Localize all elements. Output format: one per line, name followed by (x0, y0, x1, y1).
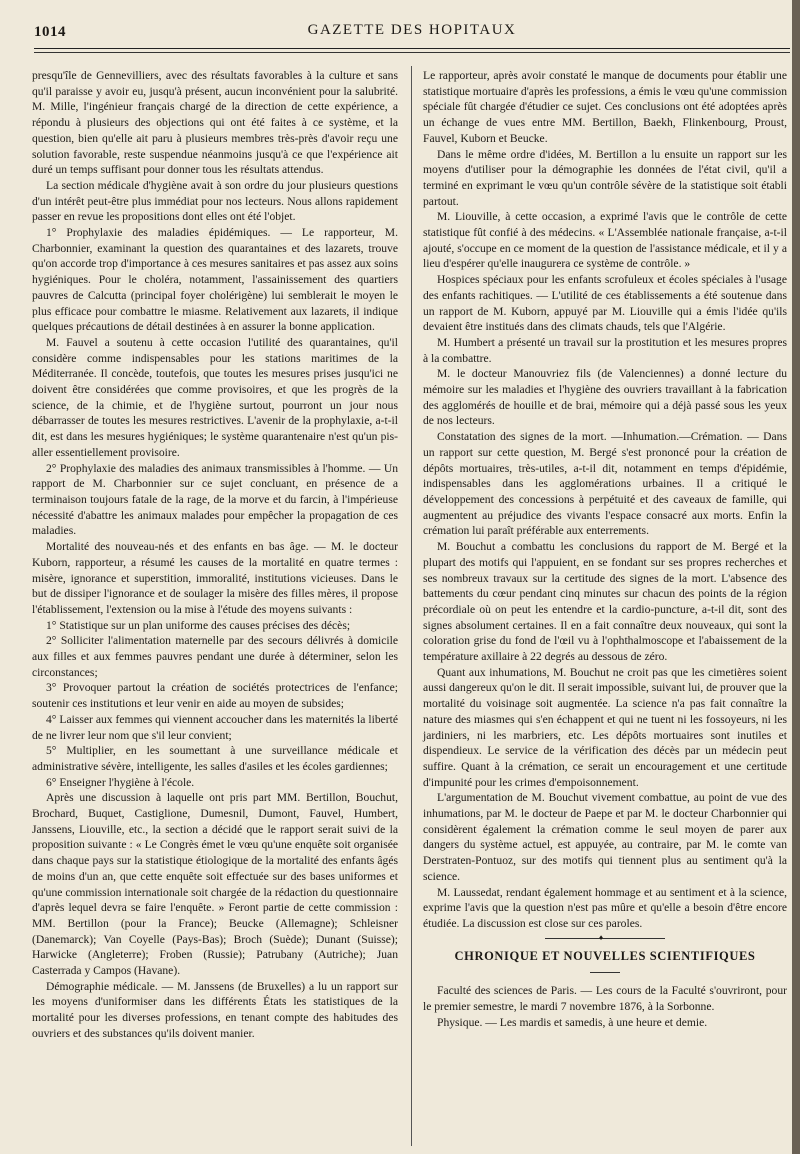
list-item: 2° Solliciter l'alimentation maternelle par des secours délivrés à domicile aux filles et aux femmes pauvres pendant une durée à déterminer, selon les circonstances; (32, 634, 398, 679)
header-rule (34, 48, 790, 49)
left-column (32, 68, 398, 1042)
list-item: 5° Multiplier, en les soumettant à une surveillance médicale et administrative sévère, intelligente, les salles d'asiles et les écoles gardiennes; (32, 744, 398, 773)
paragraph: La section médicale d'hygiène avait à son ordre du jour plusieurs questions d'un intérêt peut-être plus immédiat pour nos lecteurs. Nous allons rapidement passer en revue les propositions dont elles ont été l'objet. (32, 178, 398, 224)
heading-rule (590, 972, 620, 973)
column-divider (411, 66, 412, 1146)
paragraph: presqu'île de Gennevilliers, avec des résultats favorables à la culture et sans qu'il paraisse y avoir eu, jusqu'à présent, aucun inconvénient pour la salubrité. M. Mille, l'ingénieur français chargé de la direction de cette expérience, a répondu à plusieurs des objections qui ont été faites à ce système, et la question, bien qu'elle ait paru à plusieurs membres très-près d'avoir reçu une solution favorable, reste suspendue néanmoins jusqu'à ce que l'expérience ait duré un temps suffisant pour donner tous les résultats attendus. (32, 69, 398, 177)
page-number: 1014 (34, 24, 66, 40)
paragraph: Faculté des sciences de Paris. — Les cours de la Faculté s'ouvriront, pour le premier semestre, le mardi 7 novembre 1876, à la Sorbonne. (423, 984, 787, 1014)
right-column (423, 68, 787, 1030)
paragraph: Démographie médicale. — M. Janssens (de Bruxelles) a lu un rapport sur les moyens d'uniformiser dans les différents États les statistiques de la mortalité pour les diverses professions, en tenant compte des habitudes des ouvriers et des substances qu'ils doivent manier. (32, 979, 398, 1040)
paragraph: Après une discussion à laquelle ont pris part MM. Bertillon, Bouchut, Brochard, Buquet, Castiglione, Dumesnil, Dumont, Fauvel, Humbert, Janssens, Liouville, etc., la section a décidé que le rapport serait suivi de la proposition suivante : « Le Congrès émet le vœu qu'une enquête soit organisée dans chaque pays sur la statistique étiologique de la mortalité des enfants âgés de moins d'un an, que cette enquête soit effectuée sur des bases uniformes et qu'une commission internationale soit chargée de la rédaction du questionnaire d'après lequel devra se faire l'enquête. » Feront partie de cette commission : MM. Bertillon (pour la France); Beucke (Allemagne); Schleisner (Danemarck); Van Coyelle (Pays-Bas); Broch (Suède); Dunant (Suisse); Harwicke (Angleterre); Froben (Russie); Patrubany (Autriche); Juan Casterrada y Campos (Havane). (32, 791, 398, 978)
section-heading: CHRONIQUE ET NOUVELLES SCIENTIFIQUES (454, 948, 756, 963)
list-item: 3° Provoquer partout la création de sociétés protectrices de l'enfance; soutenir ces institutions et leur venir en aide au moyen de subsides; (32, 681, 398, 711)
paragraph: M. Fauvel a soutenu à cette occasion l'utilité des quarantaines, qu'il considère comme indispensables pour les stations maritimes de la Méditerranée. Il concède, toutefois, que toutes les mesures prises jusqu'ici ne doivent être considérées que comme provisoires, et que les progrès de la science, de la chimie, et de l'hygiène surtout, pourront un jour nous débarrasser de toutes les mesures restrictives. L'avenir de la prophylaxie, a-t-il dit, est dans les mesures hygiéniques; le système quarantenaire n'est qu'un pis-aller essentiellement provisoire. (32, 335, 398, 459)
paragraph: M. Bouchut a combattu les conclusions du rapport de M. Bergé et la plupart des motifs qui l'appuient, en se fondant sur ses propres recherches et ses nombreux travaux sur la certitude des signes de la mort. L'absence des battements du cœur pendant cinq minutes sur chacun des points de la région précordiale où on peut les entendre et la cardio-puncture, a-t-il dit, sont des signes absolument certaines. Il en a fait connaître deux nouveaux, qui sont la coloration grise du fond de l'œil vu à l'ophthalmoscope et l'abaissement de la température axillaire à 22 degrés au dessous de zéro. (423, 540, 787, 664)
paragraph: Constatation des signes de la mort. —Inhumation.—Crémation. — Dans un rapport sur cette question, M. Bergé s'est prononcé pour la création de dépôts mortuaires, très-utiles, a-t-il dit, notamment en temps d'épidémie, indispensables dans les agglomérations urbaines. Il a critiqué le développement des concessions à perpétuité et des caveaux de famille, qui augmentent au préjudice des vivants l'espace consacré aux morts. Enfin la crémation lui paraît préférable aux enterrements. (423, 430, 787, 538)
binding-edge (792, 0, 800, 1154)
paragraph: 1° Prophylaxie des maladies épidémiques. — Le rapporteur, M. Charbonnier, examinant la question des quarantaines et des lazarets, trouve qu'on accorde trop d'importance à ces mesures sanitaires et pas assez aux soins hygiéniques. Pour le choléra, notamment, l'assainissement des quartiers pauvres de Calcutta (principal foyer cholérigène) lui semblerait le moyen le plus efficace pour combattre le miasme. Relativement aux lazarets, il indique quelques précautions de détail destinées à en assurer la bonne application. (32, 226, 398, 334)
paragraph: Quant aux inhumations, M. Bouchut ne croit pas que les cimetières soient aussi dangereux qu'on le dit. Il serait impossible, suivant lui, de prouver que la mortalité du voisinage soit augmentée. La science n'a pas fait connaître la nature des miasmes qui s'en échappent et qui ne tuent ni les fossoyeurs, ni les jardiniers, ni les marbriers, etc. Les dépôts mortuaires sont inutiles et dispendieux. Le service de la vérification des décès par un médecin peut suffire. Quant à la crémation, ce serait un encouragement et une certitude d'impunité pour les crimes d'empoisonnement. (423, 665, 787, 789)
list-item: 6° Enseigner l'hygiène à l'école. (46, 775, 195, 789)
paragraph: Le rapporteur, après avoir constaté le manque de documents pour établir une statistique mortuaire d'après les professions, a émis le vœu qu'une commission spéciale fût chargée d'étudier ce sujet. Ces conclusions ont été adoptées après un échange de vues entre MM. Bertillon, Baekh, Flinkenbourg, Proust, Fauvel, Kuborn et Beucke. (423, 69, 787, 145)
list-item: 4° Laisser aux femmes qui viennent accoucher dans les maternités la liberté de ne livrer leur nom que s'il leur convient; (32, 712, 398, 742)
journal-title: GAZETTE DES HOPITAUX (307, 22, 517, 38)
paragraph: M. Liouville, à cette occasion, a exprimé l'avis que le contrôle de cette statistique fût confié à des médecins. « L'Assemblée nationale française, a-t-il ajouté, s'occupe en ce moment de la question de l'assistance médicale, et il y a lieu d'espérer qu'elle inaugurera ce système de contrôle. » (423, 210, 787, 271)
paragraph: 2° Prophylaxie des maladies des animaux transmissibles à l'homme. — Un rapport de M. Charbonnier sur ce sujet concluant, en présence de a terminaison toujours fatale de la rage, de la morve et du farcin, à l'impérieuse nécessité d'abattre les animaux malades pour empêcher la propagation de ces maladies. (32, 461, 398, 538)
paragraph: Physique. — Les mardis et samedis, à une heure et demie. (437, 1015, 708, 1029)
header-rule-thin (34, 52, 790, 53)
paragraph: Dans le même ordre d'idées, M. Bertillon a lu ensuite un rapport sur les moyens d'utiliser pour la démographie les données de l'état civil, qu'il a terminé en exprimant le vœu qu'un contrôle sévère de la statistique soit établi partout. (423, 147, 787, 208)
section-separator (545, 938, 665, 939)
paragraph: Hospices spéciaux pour les enfants scrofuleux et écoles spéciales à l'usage des enfants rachitiques. — L'utilité de ces établissements a été soutenue dans un rapport de M. Kuborn, appuyé par M. Liouville qui a émis l'idée qu'ils devaient être institués dans des climats chauds, tels que l'Algérie. (423, 273, 787, 334)
paragraph: M. le docteur Manouvriez fils (de Valenciennes) a donné lecture du mémoire sur les maladies et l'hygiène des ouvriers travaillant à la fabrication des agglomérés de houille et de brai, mémoire qui a déjà passé sous les yeux de nos lecteurs. (423, 367, 787, 428)
paragraph: M. Humbert a présenté un travail sur la prostitution et les mesures propres à la combattre. (423, 335, 787, 365)
page-header (34, 18, 790, 58)
list-item: 1° Statistique sur un plan uniforme des causes précises des décès; (46, 618, 351, 632)
paragraph: Mortalité des nouveau-nés et des enfants en bas âge. — M. le docteur Kuborn, rapporteur, a résumé les causes de la mortalité en quatre termes : misère, ignorance et superstition, immoralité, institutions vicieuses. Dans le but de dissiper l'ignorance et de soulager la misère des filles mères, il propose l'établissement, l'extension ou la mise à l'étude des moyens suivants : (32, 540, 398, 616)
paragraph: L'argumentation de M. Bouchut vivement combattue, au point de vue des inhumations, par M. le docteur de Paepe et par M. le docteur Charbonnier qui considèrent également la crémation comme le seul moyen de parer aux dangers du système actuel, est appuyée, au contraire, par M. le comte van Derstraten-Pontuoz, sur des motifs qui tiennent plus au sentiment qu'à la science. (423, 791, 787, 883)
paragraph: M. Laussedat, rendant également hommage et au sentiment et à la science, exprime l'avis que la question n'est pas mûre et qu'elle a besoin d'être encore étudiée. La discussion est close sur ces paroles. (423, 885, 787, 930)
